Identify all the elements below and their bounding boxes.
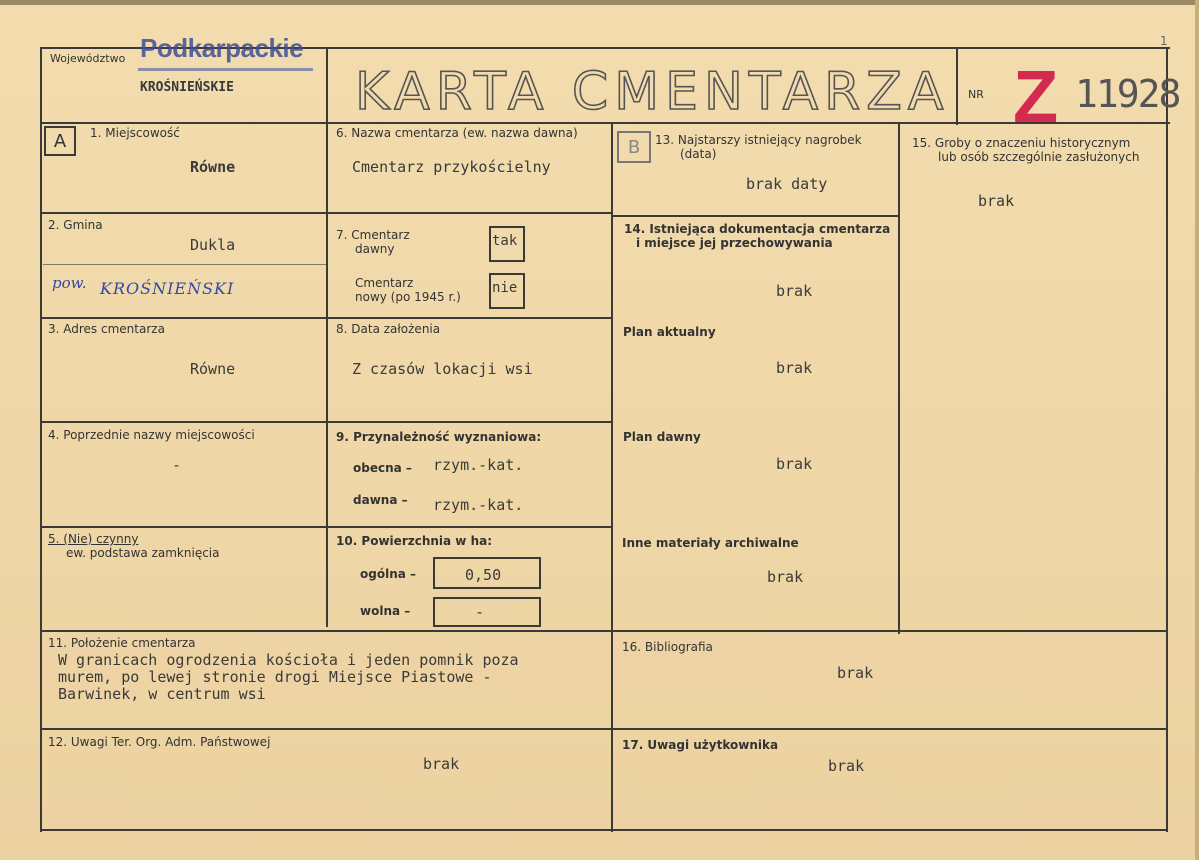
bottom-border [40, 829, 1168, 831]
field-16-value: brak [837, 664, 874, 682]
field-17-label: 17. Uwagi użytkownika [622, 738, 779, 752]
field-17-value: brak [828, 757, 865, 775]
right-border [1166, 47, 1168, 832]
nr-divider [956, 47, 958, 125]
pow-value: KROŚNIEŃSKI [100, 279, 235, 298]
plan-dawny-value: brak [776, 455, 813, 473]
plan-dawny-label: Plan dawny [623, 430, 701, 444]
wojewodztwo-label: Województwo [50, 52, 126, 65]
field-14-label-2: i miejsce jej przechowywania [636, 236, 833, 250]
field-9-label: 9. Przynależność wyznaniowa: [336, 430, 542, 444]
header-bottom-line [40, 122, 1170, 124]
field-5-sublabel: ew. podstawa zamknięcia [66, 546, 220, 560]
wojewodztwo-typed: KROŚNIEŃSKIE [140, 80, 234, 95]
wojewodztwo-stamp: Podkarpackie [140, 33, 304, 63]
field-8-label: 8. Data założenia [336, 322, 441, 336]
row-line-6 [40, 728, 1168, 730]
wolna-box [433, 597, 541, 627]
field-10-label: 10. Powierzchnia w ha: [336, 534, 493, 548]
inne-label: Inne materiały archiwalne [622, 536, 799, 550]
field-11-label: 11. Położenie cmentarza [48, 636, 196, 650]
field-10-ogolna-label: ogólna – [360, 567, 417, 581]
field-3-label: 3. Adres cmentarza [48, 322, 165, 336]
left-border [40, 47, 42, 832]
field-4-value: - [172, 456, 182, 474]
field-12-value: brak [423, 755, 460, 773]
field-2-value: Dukla [190, 236, 236, 254]
field-8-value: Z czasów lokacji wsi [352, 360, 533, 378]
right-edge [1195, 0, 1199, 860]
field-11-line-2: murem, po lewej stronie drogi Miejsce Piastowe - [58, 668, 492, 686]
plan-aktualny-label: Plan aktualny [623, 325, 716, 339]
field-14-label-1: 14. Istniejąca dokumentacja cmentarza [624, 222, 891, 236]
section-a-box: A [44, 126, 76, 156]
plan-aktualny-value: brak [776, 359, 813, 377]
field-11-line-1: W granicach ogrodzenia kościoła i jeden pomnik poza [58, 651, 519, 669]
field-10-wolna-label: wolna – [360, 604, 411, 618]
field-7-dawny-value: tak [492, 233, 518, 249]
field-7-dawny-label-1: 7. Cmentarz [336, 228, 410, 242]
section-b-box: B [617, 131, 651, 163]
row-line-1 [40, 212, 613, 214]
field-13-value: brak daty [746, 175, 828, 193]
col-divider-3 [898, 122, 900, 634]
corner-mark: 1 [1160, 34, 1168, 48]
field-13-label-1: 13. Najstarszy istniejący nagrobek [655, 133, 862, 147]
field-7-dawny-label-2: dawny [355, 242, 395, 256]
field-15-value: brak [978, 192, 1015, 210]
field-15-label-2: lub osób szczególnie zasłużonych [938, 150, 1140, 164]
b-row-line-1 [611, 215, 899, 217]
field-7-nowy-value: nie [492, 280, 518, 296]
stamp-underline [138, 68, 313, 71]
nr-prefix-red: Z [1013, 55, 1059, 138]
row-line-5 [40, 630, 1168, 632]
field-9-dawna-label: dawna – [353, 493, 408, 507]
field-13-label-2: (data) [680, 147, 717, 161]
field-11-line-3: Barwinek, w centrum wsi [58, 685, 266, 703]
field-3-value: Równe [190, 360, 236, 378]
field-7-nowy-label-2: nowy (po 1945 r.) [355, 290, 461, 304]
field-9-obecna-label: obecna – [353, 461, 412, 475]
card-title: KARTA CMENTARZA [355, 62, 950, 122]
field-9-obecna-value: rzym.-kat. [433, 456, 524, 474]
field-1-label: 1. Miejscowość [90, 126, 180, 140]
field-16-label: 16. Bibliografia [622, 640, 713, 654]
col-divider-2 [611, 122, 613, 832]
field-7-nowy-label-1: Cmentarz [355, 276, 414, 290]
field-14-value: brak [776, 282, 813, 300]
col-divider-1 [326, 47, 328, 627]
field-6-label: 6. Nazwa cmentarza (ew. nazwa dawna) [336, 126, 578, 140]
field-6-value: Cmentarz przykościelny [352, 158, 551, 176]
field-4-label: 4. Poprzednie nazwy miejscowości [48, 428, 255, 442]
top-edge [0, 0, 1199, 5]
row-line-3 [40, 421, 613, 423]
field-10-wolna-value: - [475, 603, 485, 621]
row-line-4 [40, 526, 613, 528]
pow-label: pow. [52, 274, 87, 292]
field-1-value: Równe [190, 158, 236, 176]
field-5-label: 5. (Nie) czynny [48, 532, 139, 546]
field-10-ogolna-value: 0,50 [465, 566, 502, 584]
field-12-label: 12. Uwagi Ter. Org. Adm. Państwowej [48, 735, 271, 749]
nr-value: 11928 [1075, 72, 1180, 116]
field-15-label-1: 15. Groby o znaczeniu historycznym [912, 136, 1131, 150]
nr-label: NR [968, 88, 984, 101]
field-9-dawna-value: rzym.-kat. [433, 496, 524, 514]
field-2-label: 2. Gmina [48, 218, 103, 232]
inne-value: brak [767, 568, 804, 586]
gmina-sep [43, 264, 326, 265]
row-line-2 [40, 317, 613, 319]
